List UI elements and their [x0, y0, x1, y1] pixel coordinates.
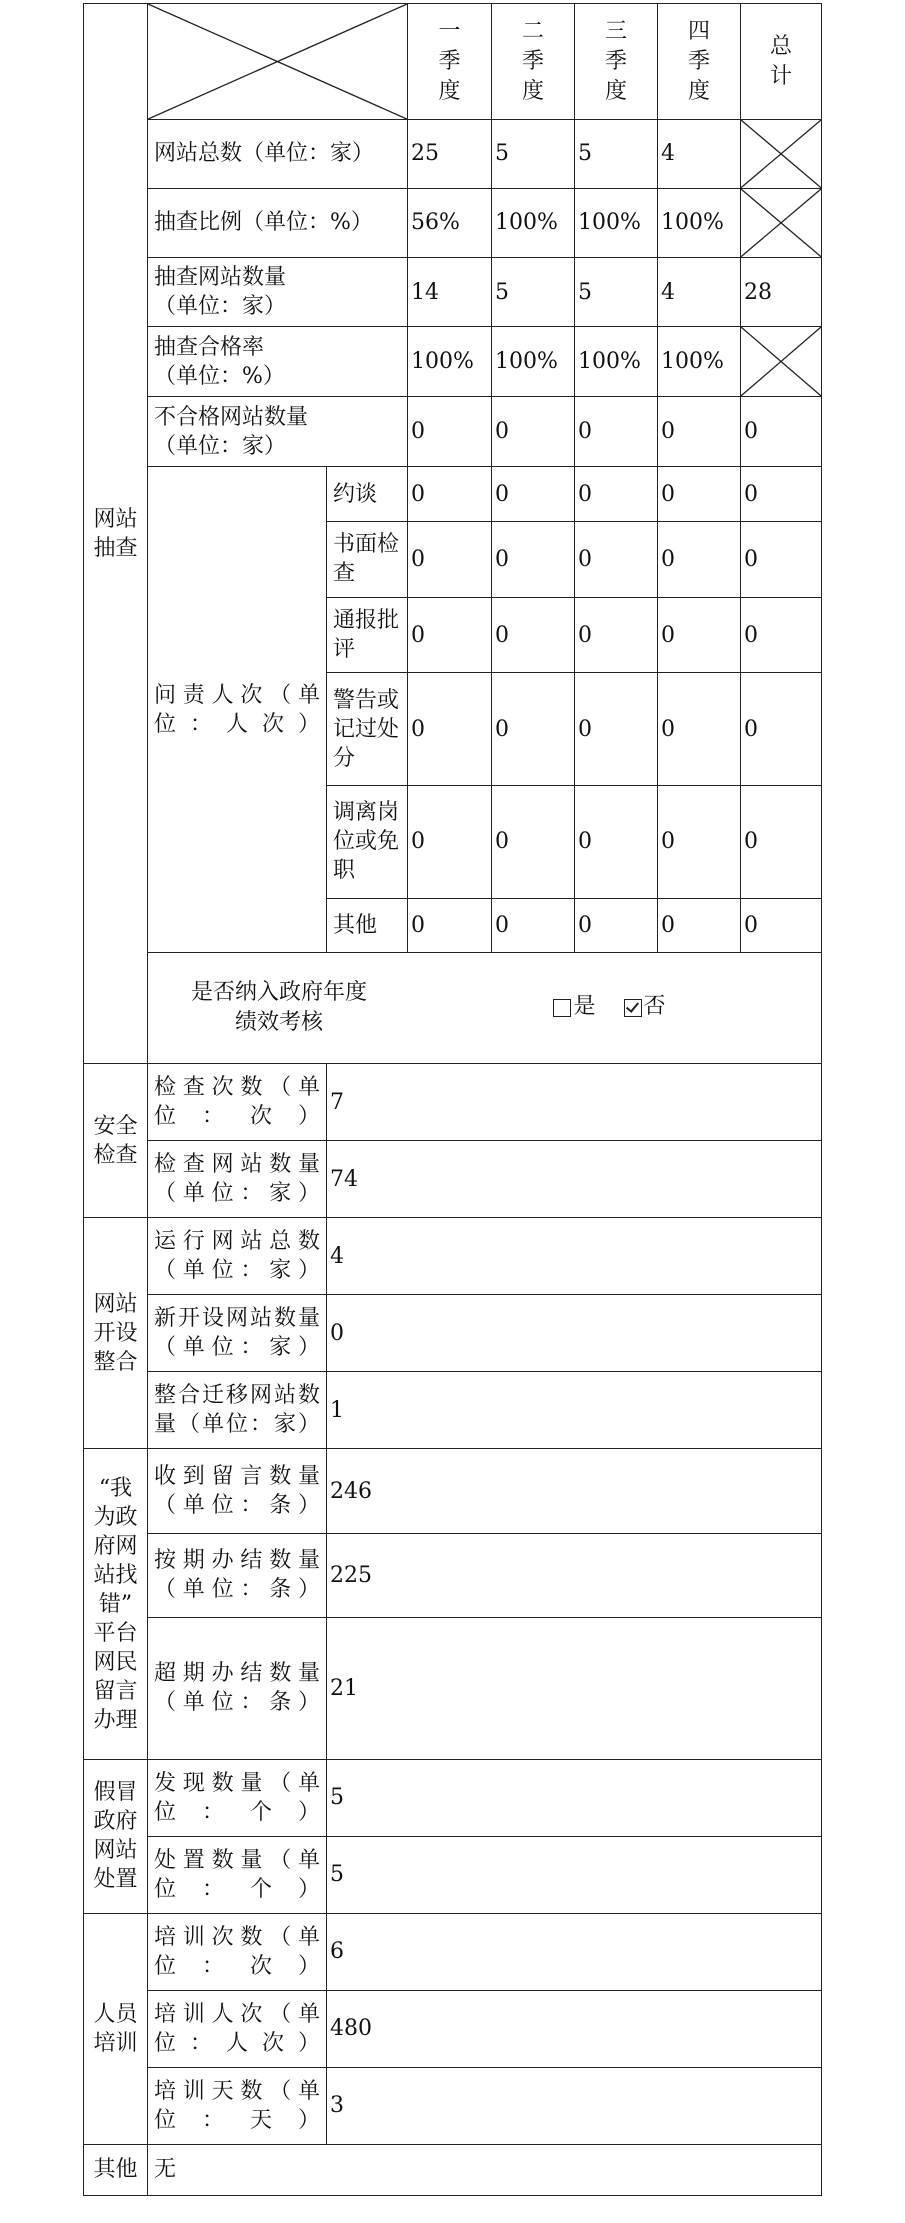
quarter-value: 0 — [408, 597, 492, 673]
quarter-value: 0 — [492, 467, 575, 522]
accountability-type: 通报批评 — [327, 597, 408, 673]
total-value: 28 — [741, 257, 822, 327]
row-label: 抽查比例（单位：%） — [148, 188, 408, 257]
quarter-header-3: 三 季 度 — [575, 4, 658, 120]
quarter-value: 5 — [492, 257, 575, 327]
quarter-value: 0 — [492, 785, 575, 898]
section-item-label: 检查次数（单位：次） — [148, 1064, 327, 1141]
section-item-label: 按期办结数量（单位：条） — [148, 1533, 327, 1617]
quarter-value: 0 — [408, 898, 492, 953]
quarter-value: 25 — [408, 120, 492, 189]
assessment-question: 是否纳入政府年度 绩效考核 — [190, 980, 367, 1036]
website-work-statistics-table — [83, 3, 822, 2196]
quarter-value: 100% — [408, 327, 492, 397]
section-item-label: 培训次数（单位：次） — [148, 1913, 327, 1990]
assessment-wrap — [154, 978, 815, 1038]
cross-lines — [741, 120, 821, 188]
quarter-value: 100% — [492, 327, 575, 397]
header-row — [84, 4, 822, 120]
quarter-value: 14 — [408, 257, 492, 327]
quarter-value: 0 — [658, 673, 741, 786]
quarter-value: 0 — [408, 521, 492, 597]
quarter-value: 0 — [658, 397, 741, 467]
cross-lines — [741, 189, 821, 257]
quarter-value: 0 — [492, 898, 575, 953]
quarter-value: 0 — [575, 521, 658, 597]
section-category: 假冒 政府 网站 处置 — [84, 1759, 148, 1913]
section-row — [84, 1295, 822, 1372]
accountability-type: 警告或记过处分 — [327, 673, 408, 786]
header-corner-cell — [148, 4, 408, 120]
quarter-value: 5 — [575, 120, 658, 189]
section-row — [84, 1759, 822, 1836]
section-item-value: 21 — [327, 1617, 822, 1759]
total-not-applicable — [741, 120, 822, 189]
quarter-header-4: 四 季 度 — [658, 4, 741, 120]
quarter-value: 0 — [492, 521, 575, 597]
section-row — [84, 1533, 822, 1617]
total-value: 0 — [741, 467, 822, 522]
section-item-label: 培训天数（单位：天） — [148, 2067, 327, 2144]
quarter-value: 0 — [658, 785, 741, 898]
quarter-value: 100% — [575, 327, 658, 397]
section-row — [84, 1218, 822, 1295]
section-item-value: 74 — [327, 1141, 822, 1218]
quarter-value: 0 — [575, 785, 658, 898]
section-item-value: 5 — [327, 1759, 822, 1836]
section-category: 人员 培训 — [84, 1913, 148, 2144]
quarter-value: 0 — [408, 673, 492, 786]
cross-lines — [148, 4, 407, 119]
assessment-options — [404, 992, 815, 1024]
section-item-value: 0 — [327, 1295, 822, 1372]
total-value: 0 — [741, 521, 822, 597]
quarter-value: 56% — [408, 188, 492, 257]
category-other: 其他 — [84, 2144, 148, 2195]
section-item-value: 225 — [327, 1533, 822, 1617]
section-item-value: 480 — [327, 1990, 822, 2067]
section-row — [84, 1064, 822, 1141]
section-item-label: 新开设网站数量（单位：家） — [148, 1295, 327, 1372]
checkbox-label: 否 — [643, 994, 666, 1020]
section-item-value: 4 — [327, 1218, 822, 1295]
section-item-value: 5 — [327, 1836, 822, 1913]
total-value: 0 — [741, 397, 822, 467]
section-row — [84, 1836, 822, 1913]
section-row — [84, 2067, 822, 2144]
total-value: 0 — [741, 785, 822, 898]
accountability-label: 问责人次（单位：人次） — [148, 467, 327, 953]
section-category: “我 为政 府网 站找 错” 平台 网民 留言 办理 — [84, 1449, 148, 1759]
section-row — [84, 1141, 822, 1218]
section-item-value: 1 — [327, 1372, 822, 1449]
section-row — [84, 1372, 822, 1449]
other-value: 无 — [148, 2144, 822, 2195]
quarter-value: 4 — [658, 120, 741, 189]
section-item-value: 6 — [327, 1913, 822, 1990]
checkbox-icon — [624, 999, 642, 1017]
section-row — [84, 1913, 822, 1990]
quarter-value: 0 — [492, 673, 575, 786]
spot-check-row — [84, 327, 822, 397]
section-item-label: 处置数量（单位：个） — [148, 1836, 327, 1913]
section-item-value: 3 — [327, 2067, 822, 2144]
total-not-applicable — [741, 188, 822, 257]
section-category: 网站 开设 整合 — [84, 1218, 148, 1449]
quarter-value: 0 — [575, 898, 658, 953]
checkbox-icon — [553, 999, 571, 1017]
checkbox-yes — [553, 992, 595, 1021]
section-item-label: 收到留言数量（单位：条） — [148, 1449, 327, 1533]
quarter-value: 5 — [575, 257, 658, 327]
accountability-type: 调离岗位或免职 — [327, 785, 408, 898]
row-label: 抽查合格率 （单位：%） — [148, 327, 408, 397]
section-category: 安全 检查 — [84, 1064, 148, 1218]
section-row — [84, 1990, 822, 2067]
total-value: 0 — [741, 898, 822, 953]
total-header: 总 计 — [741, 4, 822, 120]
quarter-value: 0 — [658, 898, 741, 953]
spot-check-row — [84, 188, 822, 257]
assessment-row — [84, 953, 822, 1064]
section-item-label: 整合迁移网站数量（单位：家） — [148, 1372, 327, 1449]
total-value: 0 — [741, 597, 822, 673]
other-row — [84, 2144, 822, 2195]
section-item-value: 246 — [327, 1449, 822, 1533]
quarter-value: 4 — [658, 257, 741, 327]
total-not-applicable — [741, 327, 822, 397]
row-label: 抽查网站数量 （单位：家） — [148, 257, 408, 327]
quarter-value: 100% — [658, 188, 741, 257]
section-item-value: 7 — [327, 1064, 822, 1141]
quarter-value: 0 — [658, 597, 741, 673]
checkbox-no — [624, 992, 666, 1021]
accountability-type: 约谈 — [327, 467, 408, 522]
quarter-value: 0 — [575, 673, 658, 786]
quarter-value: 0 — [492, 597, 575, 673]
quarter-value: 0 — [658, 467, 741, 522]
section-item-label: 检查网站数量（单位：家） — [148, 1141, 327, 1218]
total-value: 0 — [741, 673, 822, 786]
quarter-value: 0 — [408, 785, 492, 898]
section-item-label: 超期办结数量（单位：条） — [148, 1617, 327, 1759]
quarter-value: 0 — [575, 597, 658, 673]
quarter-value: 0 — [658, 521, 741, 597]
statistics-table-sheet — [83, 3, 821, 2196]
spot-check-row — [84, 257, 822, 327]
quarter-value: 100% — [658, 327, 741, 397]
quarter-value: 0 — [408, 467, 492, 522]
quarter-value: 5 — [492, 120, 575, 189]
section-row — [84, 1449, 822, 1533]
quarter-value: 0 — [492, 397, 575, 467]
spot-check-row — [84, 397, 822, 467]
accountability-type: 书面检查 — [327, 521, 408, 597]
performance-assessment-cell — [148, 953, 822, 1064]
section-item-label: 培训人次（单位：人次） — [148, 1990, 327, 2067]
quarter-value: 100% — [492, 188, 575, 257]
quarter-value: 0 — [575, 397, 658, 467]
quarter-value: 0 — [575, 467, 658, 522]
quarter-header-2: 二 季 度 — [492, 4, 575, 120]
quarter-value: 100% — [575, 188, 658, 257]
quarter-header-1: 一 季 度 — [408, 4, 492, 120]
section-item-label: 发现数量（单位：个） — [148, 1759, 327, 1836]
row-label: 网站总数（单位：家） — [148, 120, 408, 189]
cross-lines — [741, 327, 821, 396]
accountability-row — [84, 467, 822, 522]
accountability-type: 其他 — [327, 898, 408, 953]
quarter-value: 0 — [408, 397, 492, 467]
section-row — [84, 1617, 822, 1759]
spot-check-row — [84, 120, 822, 189]
checkbox-label: 是 — [573, 994, 596, 1020]
row-label: 不合格网站数量 （单位：家） — [148, 397, 408, 467]
section-item-label: 运行网站总数（单位：家） — [148, 1218, 327, 1295]
category-spot-check: 网站 抽查 — [84, 4, 148, 1064]
